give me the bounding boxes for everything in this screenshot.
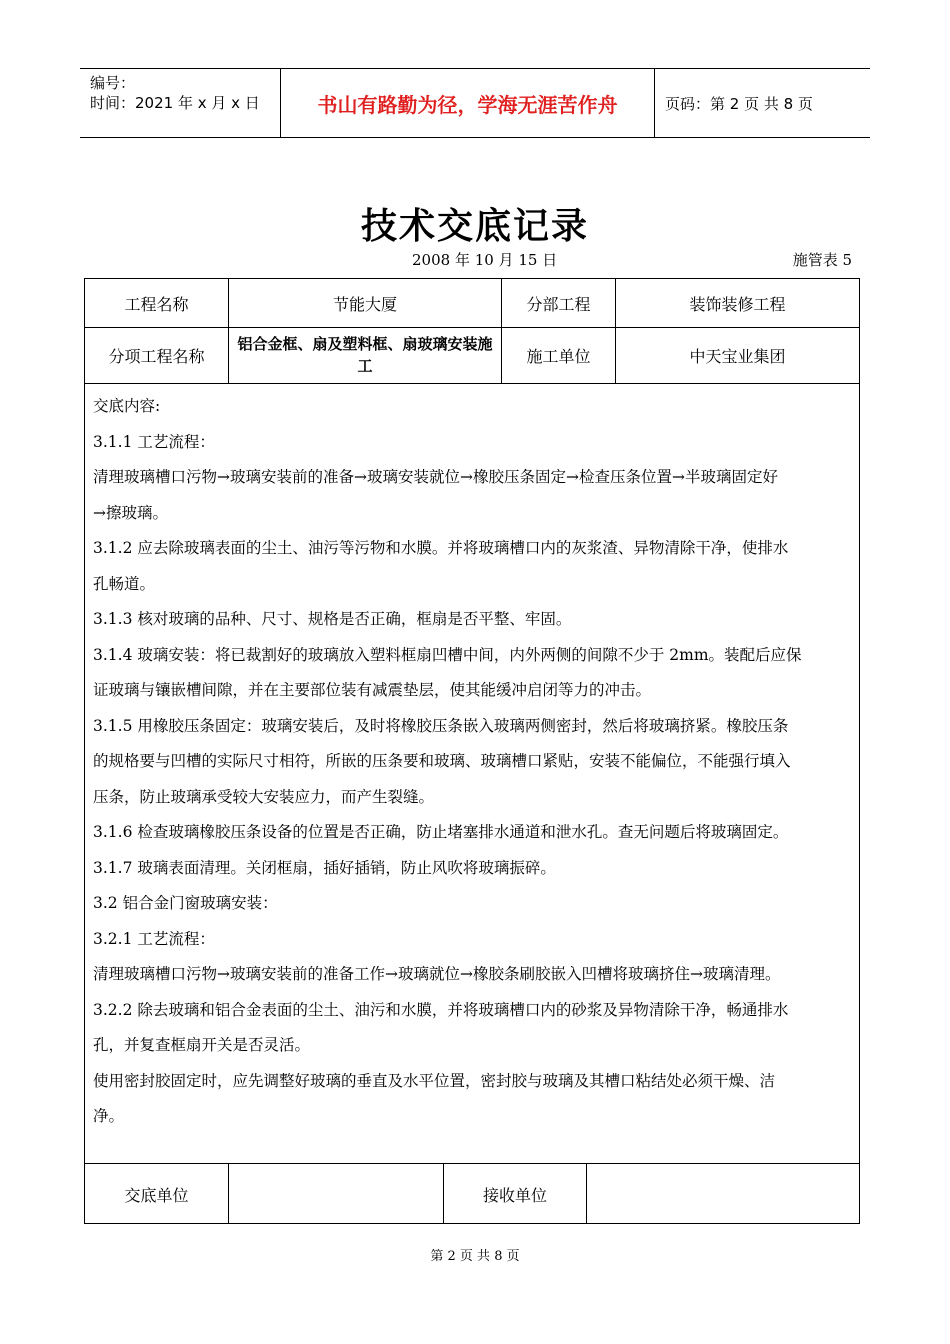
content-line: 3.1.5 用橡胶压条固定：玻璃安装后，及时将橡胶压条嵌入玻璃两侧密封，然后将玻璃挤紧。橡胶压条 [93, 716, 789, 735]
disclosure-content [85, 383, 859, 1163]
header-meta [80, 69, 281, 137]
contractor-value: 中天宝业集团 [689, 346, 786, 366]
table-row [85, 327, 859, 384]
content-line: →擦玻璃。 [93, 503, 168, 522]
division-value: 装饰装修工程 [689, 294, 786, 314]
content-line: 3.2.2 除去玻璃和铝合金表面的尘土、油污和水膜，并将玻璃槽口内的砂浆及异物清除干净，畅通排水 [93, 1000, 789, 1019]
page-header [80, 68, 870, 138]
content-line: 证玻璃与镶嵌槽间隙，并在主要部位装有减震垫层，使其能缓冲启闭等力的冲击。 [93, 681, 652, 699]
content-line: 3.1.3 核对玻璃的品种、尺寸、规格是否正确，框扇是否平整、牢固。 [93, 610, 572, 628]
time-label: 时间：2021 年 x 月 x 日 [90, 94, 260, 112]
content-line: 使用密封胶固定时，应先调整好玻璃的垂直及水平位置，密封胶与玻璃及其槽口粘结处必须干燥、洁 [93, 1071, 776, 1090]
content-line: 3.2.1 工艺流程： [93, 929, 215, 948]
content-line: 压条，防止玻璃承受较大安装应力，而产生裂缝。 [93, 787, 435, 806]
content-line: 孔畅道。 [93, 574, 156, 593]
disclosing-unit-label: 交底单位 [85, 1164, 229, 1224]
table-row [85, 1163, 859, 1224]
content-line: 3.1.4 玻璃安装：将已裁割好的玻璃放入塑料框扇凹槽中间，内外两侧的间隙不少于 2mm。装配后应保 [93, 645, 802, 664]
subitem-value: 铝合金框、扇及塑料框、扇玻璃安装施工 [229, 327, 502, 383]
content-line: 交底内容: [93, 397, 161, 415]
division-label: 分部工程 [502, 279, 616, 327]
content-line: 3.1.7 玻璃表面清理。关闭框扇，插好插销，防止风吹将玻璃振碎。 [93, 858, 556, 877]
content-line: 的规格要与凹槽的实际尺寸相符，所嵌的压条要和玻璃、玻璃槽口紧贴，安装不能偏位，不能强行填入 [93, 752, 791, 770]
disclosing-unit-value [229, 1164, 444, 1224]
record-table [84, 278, 860, 1224]
table-row [85, 279, 859, 328]
content-line: 清理玻璃槽口污物→玻璃安装前的准备工作→玻璃就位→橡胶条刷胶嵌入凹槽将玻璃挤住→玻璃清理。 [93, 965, 781, 983]
content-line: 清理玻璃槽口污物→玻璃安装前的准备→玻璃安装就位→橡胶压条固定→检查压条位置→半玻璃固定好 [93, 468, 778, 486]
content-line: 3.1.1 工艺流程： [93, 432, 215, 451]
subitem-label: 分项工程名称 [85, 327, 229, 383]
number-label: 编号： [90, 74, 136, 92]
receiving-unit-label: 接收单位 [444, 1164, 587, 1224]
form-number: 施管表 5 [792, 251, 852, 269]
content-line: 孔，并复查框扇开关是否灵活。 [93, 1036, 311, 1054]
document-title: 技术交底记录 [360, 206, 589, 247]
project-name-label: 工程名称 [85, 279, 229, 327]
document-date: 2008 年 10 月 15 日 [412, 251, 558, 269]
contractor-label: 施工单位 [502, 327, 616, 383]
content-line: 3.2 铝合金门窗玻璃安装： [93, 894, 278, 912]
project-name-value: 节能大厦 [229, 279, 502, 327]
content-line: 3.1.6 检查玻璃橡胶压条设备的位置是否正确，防止堵塞排水通道和泄水孔。查无问题后将玻璃固定。 [93, 823, 789, 841]
content-line: 净。 [93, 1107, 125, 1125]
content-line: 3.1.2 应去除玻璃表面的尘土、油污等污物和水膜。并将玻璃槽口内的灰浆渣、异物清除干净，使排水 [93, 539, 789, 557]
page-footer: 第 2 页 共 8 页 [430, 1249, 520, 1264]
receiving-unit-value [587, 1164, 859, 1224]
header-motto: 书山有路勤为径，学海无涯苦作舟 [281, 69, 655, 137]
header-page-info: 页码：第 2 页 共 8 页 [665, 94, 813, 113]
